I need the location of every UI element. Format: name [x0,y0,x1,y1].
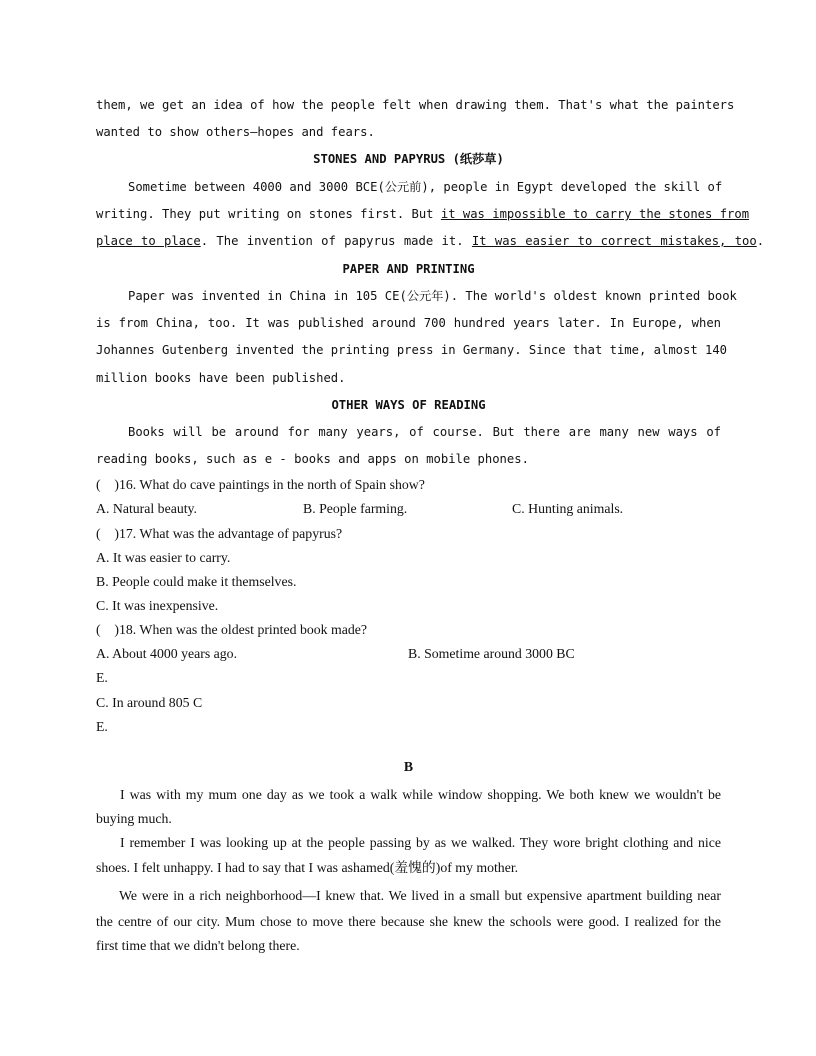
underlined-phrase: it was impossible to carry the stones from [440,207,750,221]
stones-line-2 [96,205,750,223]
question-18-option-c-continued: E. [96,719,108,734]
section-heading-b: B [403,759,414,774]
stones-line-3 [96,232,765,250]
part-b-p3-line-3: first time that we didn't belong there. [96,938,300,953]
paper-line-2: is from China, too. It was published around 700 hundred years later. In Europe, when [96,316,721,330]
part-b-p2-line-2: shoes. I felt unhappy. I had to say that I was ashamed(羞愧的)of my mother. [96,860,519,875]
other-line-2: reading books, such as e - books and apps on mobile phones. [96,452,529,466]
part-b-p1-line-1: I was with my mum one day as we took a walk while window shopping. We both knew we wouldn't be [120,787,721,802]
paper-line-4: million books have been published. [96,371,346,385]
section-heading-paper: PAPER AND PRINTING [342,262,475,276]
question-17-option-a: A. It was easier to carry. [96,550,231,565]
question-16-option-b: B. People farming. [303,501,408,516]
part-b-p1-line-2: buying much. [96,811,172,826]
question-18-option-b-continued: E. [96,670,108,685]
question-18-option-c: C. In around 805 C [96,695,203,710]
question-17-option-c: C. It was inexpensive. [96,598,219,613]
question-16-stem: ( )16. What do cave paintings in the north of Spain show? [96,477,425,492]
stones-line-3-text: . The invention of papyrus made it. [200,234,472,248]
question-17-option-b: B. People could make it themselves. [96,574,297,589]
question-16-option-c: C. Hunting animals. [512,501,624,516]
stones-line-1: Sometime between 4000 and 3000 BCE(公元前), people in Egypt developed the skill of [128,180,723,194]
intro-line-2: wanted to show others—hopes and fears. [96,125,375,139]
part-b-p3-line-1: We were in a rich neighborhood—I knew that. We lived in a small but expensive apartment building near [119,888,721,903]
question-18-stem: ( )18. When was the oldest printed book made? [96,622,368,637]
stones-line-3-end: . [756,234,765,248]
question-18-option-b: B. Sometime around 3000 BC [408,646,575,661]
question-17-stem: ( )17. What was the advantage of papyrus? [96,526,343,541]
question-18-option-a: A. About 4000 years ago. [96,646,238,661]
section-heading-other: OTHER WAYS OF READING [331,398,486,412]
section-heading-stones: STONES AND PAPYRUS (纸莎草) [313,152,504,166]
underlined-phrase: It was easier to correct mistakes, too [471,234,757,248]
stones-line-2-text: writing. They put writing on stones first. But [96,207,441,221]
paper-line-3: Johannes Gutenberg invented the printing press in Germany. Since that time, almost 140 [96,343,728,357]
intro-line-1: them, we get an idea of how the people felt when drawing them. That's what the painters [96,98,735,112]
paper-line-1: Paper was invented in China in 105 CE(公元年). The world's oldest known printed book [128,289,737,303]
question-16-option-a: A. Natural beauty. [96,501,198,516]
part-b-p2-line-1: I remember I was looking up at the people passing by as we walked. They wore bright clothing and nice [120,835,721,850]
other-line-1: Books will be around for many years, of course. But there are many new ways of [128,425,721,439]
underlined-phrase: place to place [96,234,201,248]
part-b-p3-line-2: the centre of our city. Mum chose to move there because she knew the schools were good. I realized for the [96,914,721,929]
